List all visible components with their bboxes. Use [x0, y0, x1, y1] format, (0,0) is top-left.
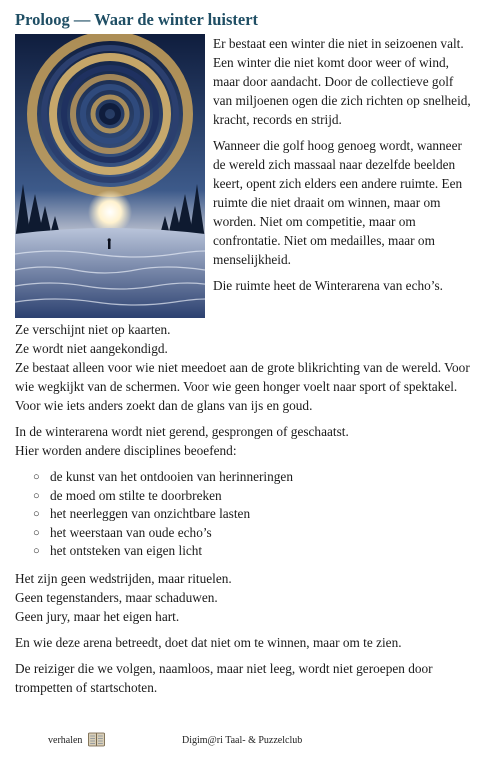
- circle-bullet-icon: ○: [33, 471, 40, 483]
- maps-line-3: Ze bestaat alleen voor wie niet meedoet aan de grote blikrichting van de wereld. Voor wie wegkijkt van de schermen. Voor wie geen honger voelt naar sport of spektakel. Voor wie iets anders zoekt dan de glans van ijs en goud.: [15, 360, 470, 413]
- list-item: ○ de kunst van het ontdooien van herinneringen: [33, 468, 475, 487]
- maps-line-1: Ze verschijnt niet op kaarten.: [15, 322, 171, 337]
- paragraph-enter: En wie deze arena betreedt, doet dat niet om te winnen, maar om te zien.: [15, 634, 402, 650]
- list-item: ○ het neerleggen van onzichtbare lasten: [33, 505, 475, 524]
- rituals-line-3: Geen jury, maar het eigen hart.: [15, 608, 180, 624]
- list-item: ○ het ontsteken van eigen licht: [33, 542, 475, 561]
- list-item: ○ de moed om stilte te doorbreken: [33, 487, 475, 506]
- open-book-icon: [88, 732, 105, 747]
- list-item: ○ het weerstaan van oude echo’s: [33, 524, 475, 543]
- circle-bullet-icon: ○: [33, 508, 40, 521]
- winter-illustration: [15, 34, 205, 318]
- arena-line-2: Hier worden andere disciplines beoefend:: [15, 443, 237, 458]
- circle-bullet-icon: ○: [33, 489, 40, 502]
- arena-line-1: In de winterarena wordt niet gerend, gesprongen of geschaatst.: [15, 424, 349, 439]
- rituals-line-2: Geen tegenstanders, maar schaduwen.: [15, 589, 218, 605]
- rituals-line-1: Het zijn geen wedstrijden, maar rituelen.: [15, 570, 232, 586]
- paragraph-wave: Wanneer die golf hoog genoeg wordt, wanneer de wereld zich massaal naar dezelfde beelden keert, opent zich elders een andere ruimte. Een ruimte die niet draait om winnen, maar om worden. Niet om competitie, maar om confrontatie. Niet om medailles, maar om menselijkheid.: [213, 138, 463, 267]
- circle-bullet-icon: ○: [33, 545, 40, 558]
- paragraph-arena-name: Die ruimte heet de Winterarena van echo’s.: [213, 278, 443, 293]
- chapter-title: Proloog — Waar de winter luistert: [15, 10, 259, 29]
- maps-line-2: Ze wordt niet aangekondigd.: [15, 341, 168, 356]
- footer-club-name: Digim@ri Taal- & Puzzelclub: [182, 735, 303, 746]
- paragraph-traveler: De reiziger die we volgen, naamloos, maar niet leeg, wordt niet geroepen door trompetten of startschoten.: [15, 660, 433, 695]
- circle-bullet-icon: ○: [33, 526, 40, 539]
- footer-section-label: verhalen: [48, 735, 83, 746]
- intro-line-2: Een winter die niet komt door weer of wind, maar door aandacht. Door de collectieve golf van miljoenen ogen die zich richten op snelheid, kracht, records en strijd.: [213, 55, 471, 127]
- intro-line-1: Er bestaat een winter die niet in seizoenen valt.: [213, 36, 464, 51]
- document-page: [15, 10, 475, 704]
- disciplines-list: [15, 468, 475, 561]
- page-footer: [0, 732, 489, 752]
